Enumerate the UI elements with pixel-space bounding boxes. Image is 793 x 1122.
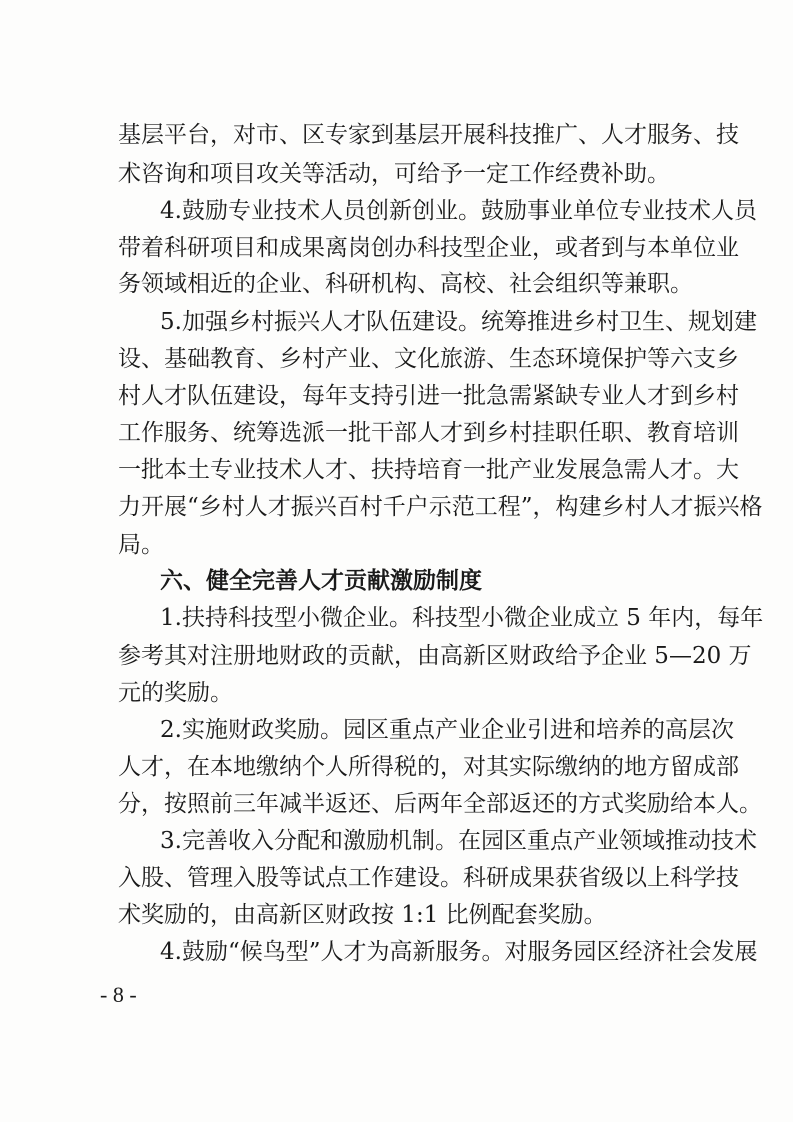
text-line: 一批本土专业技术人才、扶持培育一批产业发展急需人才。大 (118, 457, 739, 483)
text-line: 力开展“乡村人才振兴百村千户示范工程”，构建乡村人才振兴格 (118, 494, 763, 520)
text-line: 带着科研项目和成果离岗创办科技型企业，或者到与本单位业 (118, 235, 739, 261)
text-line: 工作服务、统筹选派一批干部人才到乡村挂职任职、教育培训 (118, 420, 739, 446)
text-line: 入股、管理入股等试点工作建设。科研成果获省级以上科学技 (118, 865, 739, 891)
text-line: 术咨询和项目攻关等活动，可给予一定工作经费补助。 (118, 161, 670, 187)
text-line: 分，按照前三年减半返还、后两年全部返还的方式奖励给本人。 (118, 791, 762, 817)
text-line: 术奖励的，由高新区财政按 1:1 比例配套奖励。 (118, 902, 607, 928)
text-line: 3.完善收入分配和激励机制。在园区重点产业领域推动技术 (160, 828, 757, 854)
text-line: 参考其对注册地财政的贡献，由高新区财政给予企业 5—20 万 (118, 643, 752, 669)
text-line: 设、基础教育、乡村产业、文化旅游、生态环境保护等六支乡 (118, 346, 739, 372)
text-line: 局。 (118, 532, 164, 558)
text-line: 基层平台，对市、区专家到基层开展科技推广、人才服务、技 (118, 122, 739, 148)
text-line: 人才，在本地缴纳个人所得税的，对其实际缴纳的地方留成部 (118, 754, 739, 780)
text-line: 4.鼓励专业技术人员创新创业。鼓励事业单位专业技术人员 (160, 198, 757, 224)
text-line: 1.扶持科技型小微企业。科技型小微企业成立 5 年内，每年 (160, 605, 764, 631)
text-line: 元的奖励。 (118, 680, 233, 706)
text-line: 2.实施财政奖励。园区重点产业企业引进和培养的高层次 (160, 717, 734, 743)
section-heading: 六、健全完善人才贡献激励制度 (160, 568, 482, 594)
text-line: 5.加强乡村振兴人才队伍建设。统筹推进乡村卫生、规划建 (160, 309, 757, 335)
text-line: 村人才队伍建设，每年支持引进一批急需紧缺专业人才到乡村 (118, 383, 739, 409)
text-line: 务领域相近的企业、科研机构、高校、社会组织等兼职。 (118, 271, 693, 297)
page-number: - 8 - (100, 982, 137, 1007)
text-line: 4.鼓励“候鸟型”人才为高新服务。对服务园区经济社会发展 (160, 939, 758, 965)
